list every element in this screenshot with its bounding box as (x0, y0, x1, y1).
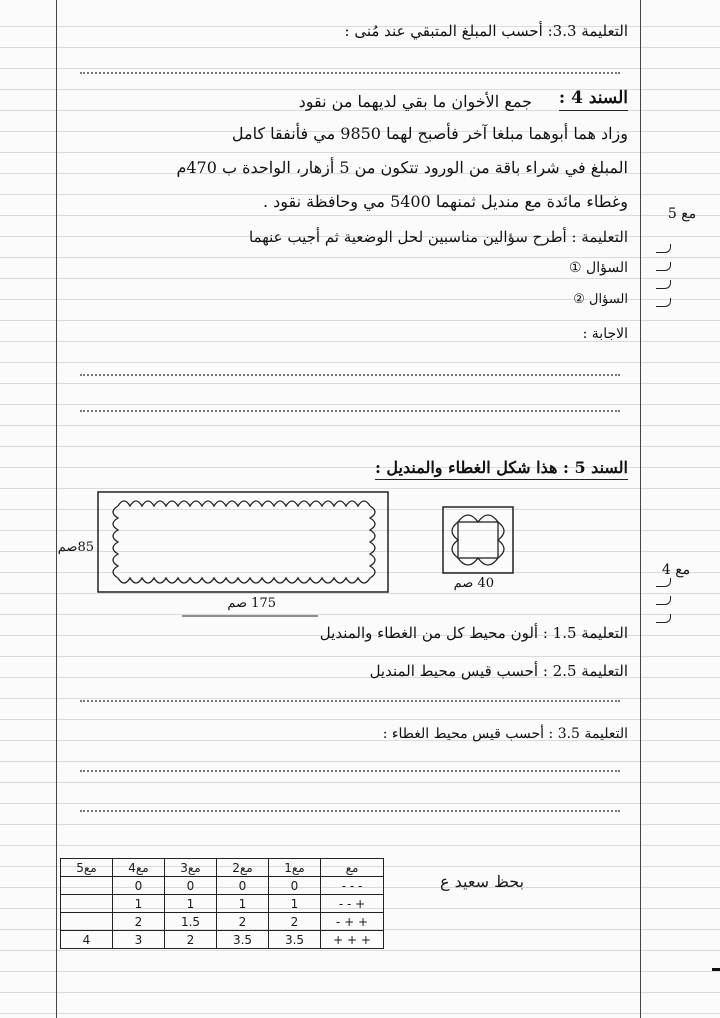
table-row (61, 895, 384, 913)
criteria-table (60, 858, 384, 949)
check-mark (656, 262, 671, 271)
table-cell (61, 895, 113, 913)
table-cell: 3.5 (269, 931, 321, 949)
table-cell: 0 (217, 877, 269, 895)
check-mark (656, 244, 671, 253)
table-cell: 4 (61, 931, 113, 949)
table-row (61, 877, 384, 895)
instruction-5-1: التعليمة 1.5 : ألون محيط كل من الغطاء والمنديل (319, 624, 628, 642)
sanad4-title: السند 4 : (559, 88, 628, 111)
table-cell: - + + (321, 913, 384, 931)
sanad5-title: السند 5 : هذا شكل الغطاء والمنديل : (375, 458, 628, 480)
answer-dots (80, 700, 620, 702)
table-cell: 1.5 (165, 913, 217, 931)
table-row (61, 931, 384, 949)
check-mark (656, 614, 671, 623)
table-cell: مع4 (113, 859, 165, 877)
table-cell: 1 (269, 895, 321, 913)
criterion-mark-4: مع 4 (661, 562, 691, 578)
table-cell: 3.5 (217, 931, 269, 949)
signature: بحظ سعيد ع (440, 872, 525, 891)
right-margin-line (640, 0, 641, 1018)
table-cell: - - - (321, 877, 384, 895)
table-header-row (61, 859, 384, 877)
table-row (61, 913, 384, 931)
table-cell: مع1 (269, 859, 321, 877)
table-cell: 0 (269, 877, 321, 895)
sanad4-instruction: التعليمة : أطرح سؤالين مناسبين لحل الوضعية ثم أجيب عنهما (248, 228, 628, 246)
check-mark (656, 280, 671, 289)
table-cell: 2 (217, 913, 269, 931)
answer-dots (80, 72, 620, 74)
check-mark (656, 596, 671, 605)
criterion-mark-5: مع 5 (667, 206, 697, 222)
instruction-5-3: التعليمة 3.5 : أحسب قيس محيط الغطاء : (382, 726, 628, 742)
table-cell: 3 (113, 931, 165, 949)
table-cell: 2 (165, 931, 217, 949)
table-cell: 1 (217, 895, 269, 913)
tablecloth-height-label: 85صم (57, 540, 94, 555)
answer-dots (80, 410, 620, 412)
table-cell: مع2 (217, 859, 269, 877)
answer-label: الاجابة : (582, 326, 628, 342)
header-instruction: التعليمة 3.3: أحسب المبلغ المتبقي عند مُنى : (344, 22, 628, 40)
instruction-5-2: التعليمة 2.5 : أحسب قيس محيط المنديل (369, 662, 628, 680)
table-cell (61, 877, 113, 895)
table-cell: 2 (269, 913, 321, 931)
table-cell: مع (321, 859, 384, 877)
sanad4-line-3: المبلغ في شراء باقة من الورود تتكون من 5 أزهار، الواحدة ب 470م (176, 158, 628, 177)
sanad4-line-1: جمع الأخوان ما بقي لديهما من نقود (298, 92, 532, 111)
table-cell: 1 (165, 895, 217, 913)
napkin-drawing (440, 504, 516, 576)
answer-dots (80, 810, 620, 812)
sanad4-line-4: وغطاء مائدة مع منديل ثمنهما 5400 مي وحافظة نقود . (262, 192, 628, 211)
napkin-side-label: 40 صم (453, 576, 494, 591)
width-arrow (180, 612, 320, 620)
table-cell: 0 (113, 877, 165, 895)
table-cell: 0 (165, 877, 217, 895)
tablecloth-drawing (94, 488, 394, 598)
table-cell: + + + (321, 931, 384, 949)
answer-dots (80, 770, 620, 772)
check-mark (656, 578, 671, 587)
left-margin-line (56, 0, 57, 1018)
table-cell (61, 913, 113, 931)
tablecloth-width-label: 175 صم (227, 596, 276, 611)
answer-dots (80, 374, 620, 376)
question-2: السؤال ② (573, 292, 628, 307)
edge-mark (712, 968, 720, 971)
table-cell: - - + (321, 895, 384, 913)
table-cell: 1 (113, 895, 165, 913)
table-cell: مع3 (165, 859, 217, 877)
question-1: السؤال ① (569, 260, 628, 276)
table-cell: 2 (113, 913, 165, 931)
check-mark (656, 298, 671, 307)
sanad4-line-2: وزاد هما أبوهما مبلغا آخر فأصبح لهما 9850 مي فأنفقا كامل (231, 124, 628, 143)
table-cell: مع5 (61, 859, 113, 877)
